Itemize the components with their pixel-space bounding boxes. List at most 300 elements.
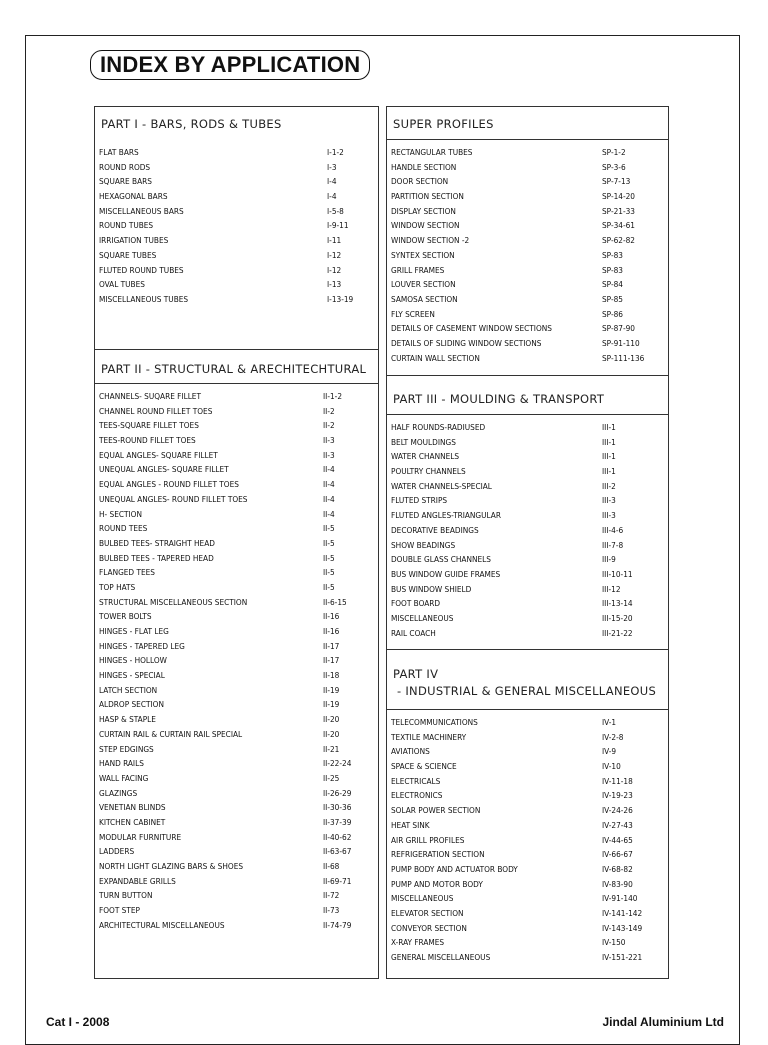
entry-name: SQUARE TUBES [99, 249, 157, 260]
index-entry [391, 292, 664, 307]
super-profiles-list [391, 145, 664, 365]
index-entry [99, 830, 374, 845]
entry-page-ref: III-3 [602, 510, 616, 521]
entry-page-ref: II-3 [323, 435, 335, 446]
entry-name: TELECOMMUNICATIONS [391, 717, 478, 727]
entry-name: ALDROP SECTION [99, 699, 164, 710]
entry-name: ROUND RODS [99, 161, 151, 172]
entry-page-ref: IV-44-65 [602, 834, 633, 845]
entry-page-ref: IV-150 [602, 937, 626, 948]
index-entry [99, 389, 374, 404]
entry-name: MISCELLANEOUS BARS [99, 205, 184, 216]
entry-name: CURTAIN WALL SECTION [391, 352, 480, 363]
entry-name: HINGES - TAPERED LEG [99, 640, 185, 651]
entry-name: LATCH SECTION [99, 684, 158, 695]
section-divider [387, 709, 668, 710]
index-entry [391, 233, 664, 248]
entry-page-ref: II-3 [323, 449, 335, 460]
entry-name: WATER CHANNELS [391, 451, 460, 462]
entry-page-ref: IV-143-149 [602, 922, 643, 933]
entry-name: OVAL TUBES [99, 279, 145, 290]
index-entry [99, 903, 374, 918]
entry-page-ref: III-3 [602, 495, 616, 506]
entry-page-ref: II-21 [323, 743, 340, 754]
entry-name: ARCHITECTURAL MISCELLANEOUS [99, 919, 225, 930]
entry-page-ref: SP-83 [602, 249, 623, 260]
part2-heading: PART II - STRUCTURAL & ARECHITECHTURAL [101, 362, 367, 376]
part3-heading: PART III - MOULDING & TRANSPORT [393, 392, 605, 406]
entry-name: POULTRY CHANNELS [391, 466, 466, 477]
entry-page-ref: SP-111-136 [602, 352, 645, 363]
entry-name: DECORATIVE BEADINGS [391, 524, 479, 535]
entry-name: BULBED TEES - TAPERED HEAD [99, 552, 214, 563]
index-entry [99, 462, 374, 477]
entry-name: WINDOW SECTION -2 [391, 235, 470, 246]
entry-name: HINGES - HOLLOW [99, 655, 167, 666]
index-entry [391, 336, 664, 351]
entry-page-ref: III-9 [602, 554, 616, 565]
entry-name: UNEQUAL ANGLES- SQUARE FILLET [99, 464, 229, 475]
entry-name: ROUND TUBES [99, 220, 154, 231]
entry-name: SAMOSA SECTION [391, 293, 458, 304]
index-entry [99, 145, 374, 160]
entry-page-ref: SP-83 [602, 264, 623, 275]
entry-name: ROUND TEES [99, 523, 148, 534]
index-entry [391, 218, 664, 233]
index-entry [391, 523, 664, 538]
index-entry [391, 862, 664, 877]
entry-page-ref: II-19 [323, 684, 340, 695]
entry-page-ref: II-6-15 [323, 596, 347, 607]
index-entry [391, 730, 664, 745]
section-divider [387, 649, 668, 650]
entry-name: X-RAY FRAMES [391, 937, 445, 948]
index-entry [99, 624, 374, 639]
entry-name: GLAZINGS [99, 787, 138, 798]
entry-name: FLY SCREEN [391, 308, 435, 319]
entry-page-ref: IV-151-221 [602, 952, 643, 962]
index-entry [391, 626, 664, 641]
index-entry [99, 595, 374, 610]
entry-page-ref: SP-1-2 [602, 147, 626, 157]
index-entry [391, 744, 664, 759]
entry-name: SHOW BEADINGS [391, 539, 456, 550]
entry-name: FOOT BOARD [391, 598, 441, 609]
entry-name: LOUVER SECTION [391, 279, 456, 290]
entry-name: FLUTED ANGLES-TRIANGULAR [391, 510, 501, 521]
index-entry [391, 715, 664, 730]
index-entry [391, 435, 664, 450]
index-entry [99, 800, 374, 815]
entry-name: KITCHEN CABINET [99, 816, 166, 827]
index-entry [391, 759, 664, 774]
entry-page-ref: II-5 [323, 523, 335, 534]
entry-name: GENERAL MISCELLANEOUS [391, 952, 491, 962]
entry-page-ref: SP-86 [602, 308, 623, 319]
entry-name: RAIL COACH [391, 627, 436, 638]
index-entry [99, 874, 374, 889]
entry-page-ref: II-17 [323, 655, 340, 666]
index-entry [391, 921, 664, 936]
index-entry [99, 844, 374, 859]
entry-name: FLANGED TEES [99, 567, 155, 578]
entry-page-ref: IV-11-18 [602, 775, 633, 786]
index-entry [391, 321, 664, 336]
entry-page-ref: III-4-6 [602, 524, 624, 535]
index-entry [391, 174, 664, 189]
entry-page-ref: IV-9 [602, 746, 617, 757]
index-entry [99, 918, 374, 933]
entry-name: GRILL FRAMES [391, 264, 445, 275]
entry-name: WINDOW SECTION [391, 220, 460, 231]
index-entry [391, 935, 664, 950]
entry-page-ref: IV-91-140 [602, 893, 638, 904]
entry-name: TOP HATS [99, 581, 136, 592]
entry-page-ref: II-20 [323, 714, 340, 725]
index-entry [391, 877, 664, 892]
entry-page-ref: II-26-29 [323, 787, 352, 798]
index-entry [391, 189, 664, 204]
entry-name: SOLAR POWER SECTION [391, 805, 481, 816]
entry-page-ref: IV-66-67 [602, 849, 633, 860]
entry-name: LADDERS [99, 846, 135, 857]
entry-page-ref: II-37-39 [323, 816, 352, 827]
index-entry [99, 668, 374, 683]
entry-page-ref: IV-83-90 [602, 878, 633, 889]
entry-name: AIR GRILL PROFILES [391, 834, 465, 845]
entry-page-ref: II-18 [323, 670, 340, 681]
index-entry [99, 697, 374, 712]
entry-name: BUS WINDOW SHIELD [391, 583, 472, 594]
entry-name: WALL FACING [99, 772, 149, 783]
entry-page-ref: III-12 [602, 583, 621, 594]
entry-name: EQUAL ANGLES - ROUND FILLET TOES [99, 479, 239, 490]
entry-name: PARTITION SECTION [391, 191, 464, 202]
entry-page-ref: II-4 [323, 508, 335, 519]
index-entry [99, 248, 374, 263]
entry-name: CURTAIN RAIL & CURTAIN RAIL SPECIAL [99, 728, 243, 739]
entry-page-ref: IV-1 [602, 717, 617, 727]
entry-page-ref: I-13-19 [327, 293, 354, 304]
entry-name: CONVEYOR SECTION [391, 922, 467, 933]
entry-page-ref: II-73 [323, 905, 340, 916]
entry-name: HALF ROUNDS-RADIUSED [391, 422, 486, 432]
index-entry [99, 418, 374, 433]
index-entry [391, 248, 664, 263]
entry-name: RECTANGULAR TUBES [391, 147, 473, 157]
index-entry [99, 404, 374, 419]
entry-page-ref: II-22-24 [323, 758, 352, 769]
entry-page-ref: II-4 [323, 464, 335, 475]
entry-name: FLAT BARS [99, 147, 139, 157]
section-divider [95, 383, 378, 384]
index-entry [391, 567, 664, 582]
entry-name: MISCELLANEOUS [391, 612, 454, 623]
index-entry [99, 565, 374, 580]
index-entry [99, 580, 374, 595]
entry-page-ref: II-74-79 [323, 919, 352, 930]
entry-name: DOUBLE GLASS CHANNELS [391, 554, 491, 565]
entry-name: AVIATIONS [391, 746, 430, 757]
entry-name: TEES-ROUND FILLET TOES [99, 435, 196, 446]
index-entry [99, 639, 374, 654]
entry-name: DOOR SECTION [391, 176, 449, 187]
entry-page-ref: II-63-67 [323, 846, 352, 857]
index-entry [391, 493, 664, 508]
entry-page-ref: IV-10 [602, 761, 621, 772]
entry-page-ref: I-9-11 [327, 220, 349, 231]
footer-catalog: Cat I - 2008 [46, 1015, 110, 1029]
entry-name: TEES-SQUARE FILLET TOES [99, 420, 199, 431]
entry-page-ref: II-5 [323, 552, 335, 563]
index-entry [391, 263, 664, 278]
entry-page-ref: II-68 [323, 861, 340, 871]
part4-heading-line1: PART IV [393, 667, 439, 681]
entry-page-ref: I-4 [327, 176, 337, 187]
index-entry [99, 477, 374, 492]
entry-name: BUS WINDOW GUIDE FRAMES [391, 568, 501, 579]
entry-page-ref: II-16 [323, 626, 340, 636]
index-entry [99, 263, 374, 278]
part1-list [99, 145, 374, 307]
entry-name: UNEQUAL ANGLES- ROUND FILLET TOES [99, 493, 248, 504]
entry-page-ref: I-12 [327, 249, 342, 260]
entry-name: STEP EDGINGS [99, 743, 154, 754]
entry-page-ref: I-12 [327, 264, 342, 275]
right-column [386, 106, 669, 979]
entry-page-ref: IV-68-82 [602, 863, 633, 874]
index-entry [391, 479, 664, 494]
entry-page-ref: IV-19-23 [602, 790, 633, 801]
entry-page-ref: SP-21-33 [602, 205, 635, 216]
index-entry [391, 351, 664, 366]
entry-name: TOWER BOLTS [99, 611, 152, 622]
entry-page-ref: II-19 [323, 699, 340, 710]
index-entry [391, 582, 664, 597]
entry-name: H- SECTION [99, 508, 142, 519]
entry-name: HAND RAILS [99, 758, 144, 769]
entry-page-ref: II-2 [323, 405, 335, 416]
entry-name: FOOT STEP [99, 905, 140, 916]
index-entry [99, 292, 374, 307]
entry-page-ref: II-5 [323, 581, 335, 592]
entry-name: CHANNEL ROUND FILLET TOES [99, 405, 213, 416]
index-entry [391, 950, 664, 965]
entry-page-ref: II-5 [323, 537, 335, 548]
entry-page-ref: I-11 [327, 235, 342, 246]
index-entry [391, 596, 664, 611]
index-entry [99, 609, 374, 624]
entry-page-ref: IV-27-43 [602, 819, 633, 830]
entry-name: HASP & STAPLE [99, 714, 156, 725]
index-entry [391, 906, 664, 921]
index-entry [99, 521, 374, 536]
entry-page-ref: IV-2-8 [602, 731, 624, 742]
index-entry [99, 551, 374, 566]
index-entry [99, 888, 374, 903]
index-entry [99, 507, 374, 522]
index-entry [99, 433, 374, 448]
index-entry [99, 218, 374, 233]
index-entry [391, 508, 664, 523]
index-entry [391, 420, 664, 435]
entry-page-ref: III-1 [602, 466, 616, 477]
index-entry [391, 833, 664, 848]
section-divider [387, 139, 668, 140]
entry-page-ref: II-2 [323, 420, 335, 431]
entry-page-ref: III-13-14 [602, 598, 633, 609]
entry-page-ref: SP-91-110 [602, 337, 640, 348]
entry-name: HINGES - SPECIAL [99, 670, 165, 681]
index-entry [99, 859, 374, 874]
index-entry [391, 307, 664, 322]
entry-page-ref: III-1 [602, 451, 616, 462]
entry-name: NORTH LIGHT GLAZING BARS & SHOES [99, 861, 244, 871]
index-entry [391, 788, 664, 803]
entry-page-ref: SP-62-82 [602, 235, 635, 246]
index-entry [99, 727, 374, 742]
index-entry [391, 891, 664, 906]
entry-page-ref: II-69-71 [323, 875, 352, 886]
index-entry [99, 536, 374, 551]
entry-page-ref: II-40-62 [323, 831, 352, 842]
index-entry [391, 847, 664, 862]
index-entry [391, 449, 664, 464]
index-entry [99, 277, 374, 292]
index-entry [391, 774, 664, 789]
entry-page-ref: II-1-2 [323, 391, 343, 401]
index-entry [391, 552, 664, 567]
entry-name: FLUTED ROUND TUBES [99, 264, 184, 275]
section-divider [95, 349, 378, 350]
index-entry [99, 815, 374, 830]
entry-name: CHANNELS- SUQARE FILLET [99, 391, 201, 401]
index-entry [99, 786, 374, 801]
entry-page-ref: II-4 [323, 479, 335, 490]
entry-name: WATER CHANNELS-SPECIAL [391, 480, 492, 491]
entry-name: BULBED TEES- STRAIGHT HEAD [99, 537, 215, 548]
index-entry [99, 160, 374, 175]
index-entry [99, 742, 374, 757]
entry-page-ref: SP-14-20 [602, 191, 635, 202]
part2-list [99, 389, 374, 932]
entry-name: REFRIGERATION SECTION [391, 849, 485, 860]
index-entry [391, 204, 664, 219]
part3-list [391, 420, 664, 640]
entry-name: HEAT SINK [391, 819, 430, 830]
entry-page-ref: SP-3-6 [602, 161, 626, 172]
entry-name: ELECTRICALS [391, 775, 441, 786]
entry-page-ref: IV-141-142 [602, 907, 643, 918]
entry-page-ref: III-15-20 [602, 612, 633, 623]
index-entry [391, 464, 664, 479]
entry-page-ref: I-5-8 [327, 205, 344, 216]
index-entry [391, 145, 664, 160]
index-entry [391, 277, 664, 292]
entry-page-ref: SP-7-13 [602, 176, 631, 187]
section-divider [387, 375, 668, 376]
entry-name: SQUARE BARS [99, 176, 152, 187]
part4-list [391, 715, 664, 965]
entry-name: MISCELLANEOUS TUBES [99, 293, 189, 304]
entry-page-ref: III-1 [602, 422, 616, 432]
entry-name: PUMP AND MOTOR BODY [391, 878, 483, 889]
entry-name: ELEVATOR SECTION [391, 907, 464, 918]
entry-page-ref: I-3 [327, 161, 337, 172]
entry-name: VENETIAN BLINDS [99, 802, 166, 813]
index-entry [99, 653, 374, 668]
entry-name: HEXAGONAL BARS [99, 191, 168, 202]
entry-page-ref: III-21-22 [602, 627, 633, 638]
entry-page-ref: II-20 [323, 728, 340, 739]
super-profiles-heading: SUPER PROFILES [393, 117, 494, 131]
index-entry [99, 756, 374, 771]
index-entry [99, 448, 374, 463]
left-column [94, 106, 379, 979]
section-divider [387, 414, 668, 415]
entry-name: EXPANDABLE GRILLS [99, 875, 176, 886]
entry-page-ref: SP-87-90 [602, 323, 635, 334]
part1-heading: PART I - BARS, RODS & TUBES [101, 117, 282, 131]
index-entry [391, 538, 664, 553]
footer-company: Jindal Aluminium Ltd [602, 1015, 724, 1029]
index-entry [99, 683, 374, 698]
entry-page-ref: III-7-8 [602, 539, 624, 550]
entry-page-ref: II-4 [323, 493, 335, 504]
index-entry [391, 160, 664, 175]
entry-name: IRRIGATION TUBES [99, 235, 169, 246]
index-entry [99, 492, 374, 507]
entry-page-ref: II-30-36 [323, 802, 352, 813]
entry-name: DISPLAY SECTION [391, 205, 456, 216]
entry-page-ref: SP-85 [602, 293, 623, 304]
index-entry [99, 174, 374, 189]
entry-name: DETAILS OF SLIDING WINDOW SECTIONS [391, 337, 542, 348]
entry-name: SYNTEX SECTION [391, 249, 455, 260]
entry-name: MODULAR FURNITURE [99, 831, 182, 842]
page-title: INDEX BY APPLICATION [90, 50, 370, 80]
entry-page-ref: IV-24-26 [602, 805, 633, 816]
entry-name: EQUAL ANGLES- SQUARE FILLET [99, 449, 218, 460]
entry-page-ref: SP-84 [602, 279, 623, 290]
entry-page-ref: II-16 [323, 611, 340, 622]
entry-page-ref: II-5 [323, 567, 335, 578]
index-entry [99, 233, 374, 248]
index-entry [391, 611, 664, 626]
entry-page-ref: II-25 [323, 772, 340, 783]
entry-page-ref: I-4 [327, 191, 337, 202]
entry-name: FLUTED STRIPS [391, 495, 448, 506]
entry-name: BELT MOULDINGS [391, 436, 456, 447]
entry-page-ref: II-72 [323, 890, 340, 901]
part4-heading-line2: - INDUSTRIAL & GENERAL MISCELLANEOUS [393, 684, 657, 698]
index-entry [99, 189, 374, 204]
entry-page-ref: III-1 [602, 436, 616, 447]
entry-name: TEXTILE MACHINERY [391, 731, 467, 742]
entry-page-ref: II-17 [323, 640, 340, 651]
entry-page-ref: III-2 [602, 480, 616, 491]
entry-name: SPACE & SCIENCE [391, 761, 457, 772]
entry-name: ELECTRONICS [391, 790, 443, 801]
entry-page-ref: I-13 [327, 279, 342, 290]
index-entry [99, 771, 374, 786]
entry-name: HINGES - FLAT LEG [99, 626, 169, 636]
entry-name: DETAILS OF CASEMENT WINDOW SECTIONS [391, 323, 552, 334]
entry-page-ref: I-1-2 [327, 147, 344, 157]
index-entry [99, 204, 374, 219]
entry-name: STRUCTURAL MISCELLANEOUS SECTION [99, 596, 248, 607]
index-entry [391, 803, 664, 818]
